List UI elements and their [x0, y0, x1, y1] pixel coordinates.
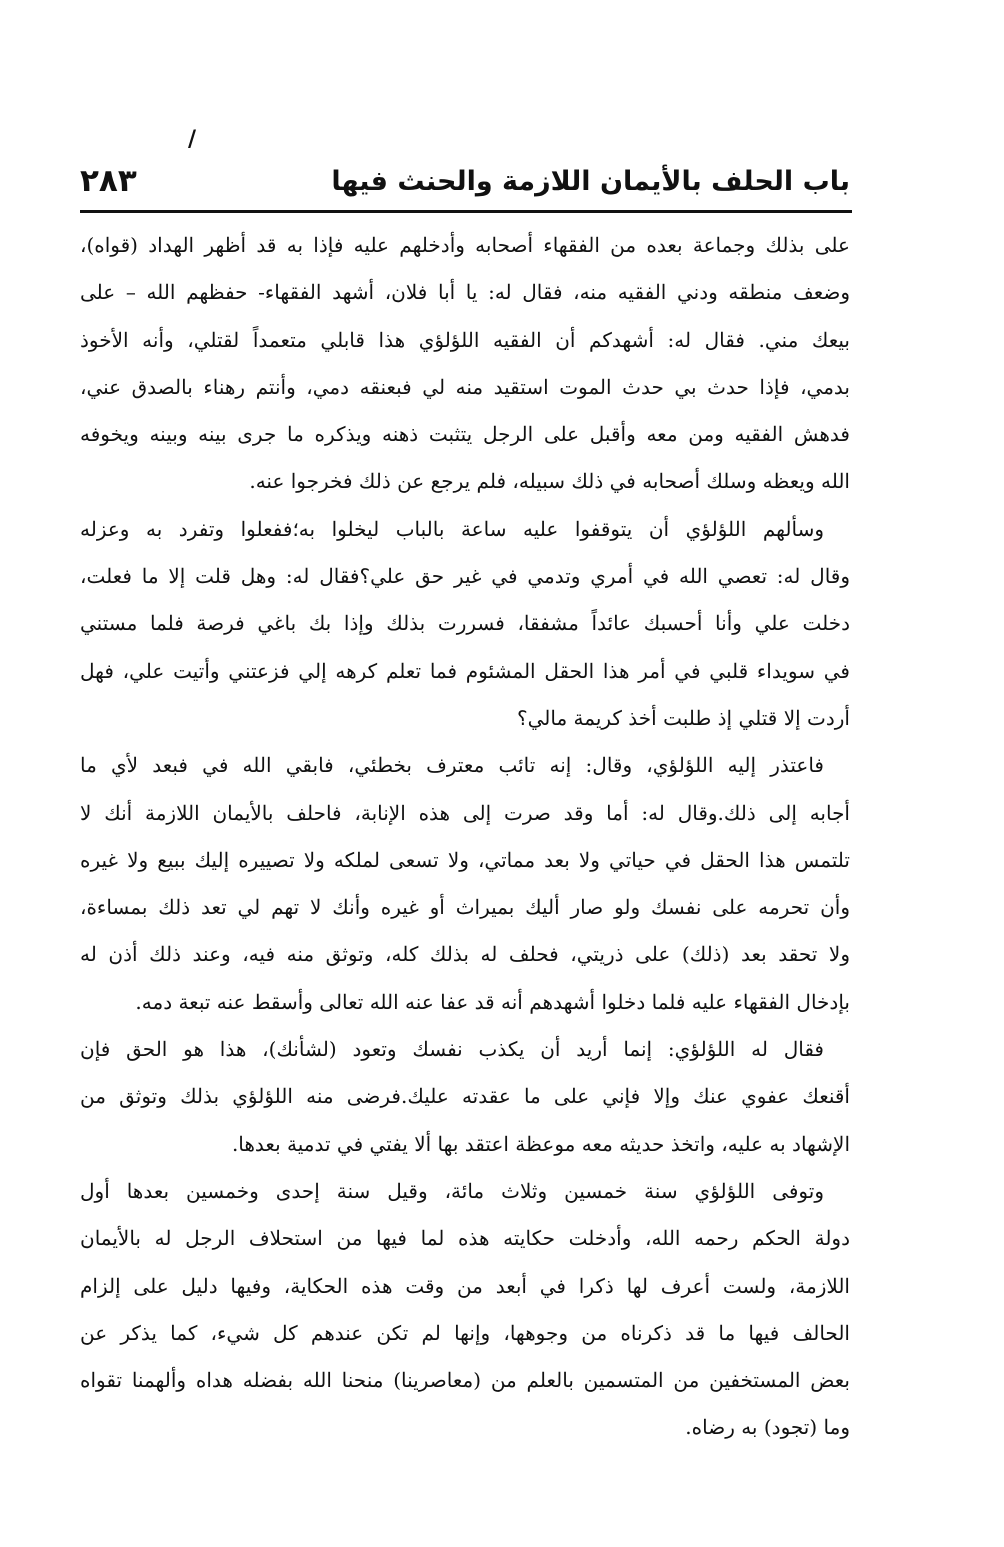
body-text	[80, 222, 850, 1452]
text-line: دولة الحكم رحمه الله، وأدخلت حكايته هذه لما فيها من استحلاف الرجل له بالأيمان	[80, 1226, 850, 1251]
text-line: وما (تجود) به رضاه.	[685, 1415, 850, 1440]
text-line: بيعك مني. فقال له: أشهدكم أن الفقيه اللؤلؤي هذا قابلي متعمداً لقتلي، وأنه الأخوذ	[80, 327, 850, 352]
text-line: بدمي، فإذا حدث بي حدث الموت استقيد منه لي فبعنقه دمي، وأنتم رهناء بالصدق عني،	[80, 374, 850, 399]
chapter-title: باب الحلف بالأيمان اللازمة والحنث فيها	[331, 166, 850, 197]
text-line: تلتمس هذا الحقل في حياتي ولا بعد مماتي، ولا تسعى لملكه ولا تصييره إليك ببيع ولا غيره	[80, 847, 850, 872]
text-line: الإشهاد به عليه، واتخذ حديثه معه موعظة اعتقد بها ألا يفتي في تدمية بعدها.	[231, 1131, 850, 1156]
text-line: وأن تحرمه على نفسك ولو صار أليك بميراث أو غيره وأنك لا تهم لي تعد ذلك بمساءة،	[80, 895, 850, 920]
text-line: بإدخال الفقهاء عليه فلما دخلوا أشهدهم أنه قد عفا عنه الله تعالى وأسقط عنه تبعة دمه.	[135, 989, 850, 1014]
page-number: ٢٨٣	[80, 163, 137, 199]
stray-ink-mark: /	[188, 126, 197, 152]
header-divider	[80, 210, 852, 213]
text-line: فاعتذر إليه اللؤلؤي، وقال: إنه تائب معترف بخطئي، فابقي الله في فبعد لأي ما	[80, 753, 824, 778]
text-line: فقال له اللؤلؤي: إنما أريد أن يكذب نفسك وتعود (لشأنك)، هذا هو الحق فإن	[80, 1037, 824, 1062]
text-line: الحالف فيها ما قد ذكرناه من وجوهها، وإنها لم تكن عندهم كل شيء، كما يذكر عن	[80, 1320, 850, 1345]
text-line: دخلت علي وأنا أحسبك عائداً مشفقا، فسررت بذلك وإذا بك باغي فرصة فلما مستني	[80, 611, 850, 636]
text-line: على بذلك وجماعة بعده من الفقهاء أصحابه وأدخلهم عليه فإذا به قد أظهر الهداد (قواه)،	[80, 233, 850, 257]
text-line: في سويداء قلبي في أمر هذا الحقل المشئوم فما تعلم كرهه إلي فزعتني وأتيت علي، فهل	[80, 658, 850, 683]
text-line: أردت إلا قتلي إذ طلبت أخذ كريمة مالي؟	[517, 705, 850, 730]
text-line: ولا تحقد بعد (ذلك) على ذريتي، فحلف له بذلك كله، وتوثق منه فيه، وعند ذلك أذن له	[80, 942, 850, 967]
text-line: أقنعك عفوي عنك وإلا فإني على ما عقدته عليك.فرضى منه اللؤلؤي بذلك وتوثق من	[80, 1084, 850, 1109]
text-line: وقال له: تعصي الله في أمري وتدمي في غير حق علي؟فقال له: وهل قلت إلا ما فعلت،	[80, 564, 850, 589]
text-line: اللازمة، ولست أعرف لها ذكرا في أبعد من وقت هذه الحكاية، وفيها دليل على إلزام	[80, 1273, 850, 1298]
text-line: وسألهم اللؤلؤي أن يتوقفوا عليه ساعة بالباب ليخلوا به؛ففعلوا وتفرد به وعزله	[80, 516, 824, 541]
running-header	[80, 160, 850, 210]
text-line: الله ويعظه وسلك أصحابه في ذلك سبيله، فلم يرجع عن ذلك فخرجوا عنه.	[249, 469, 850, 494]
text-line: وضعف منطقه ودني الفقيه منه، فقال له: يا أبا فلان، أشهد الفقهاء- حفظهم الله – على	[80, 280, 850, 305]
text-line: بعض المستخفين من المتسمين بالعلم من (معاصرينا) منحنا الله بفضله هداه وألهمنا تقواه	[80, 1368, 850, 1393]
text-line: فدهش الفقيه ومن معه وأقبل على الرجل يتثبت ذهنه ويذكره ما جرى بينه وبينه ويخوفه	[80, 422, 850, 447]
text-line: وتوفى اللؤلؤي سنة خمسين وثلاث مائة، وقيل سنة إحدى وخمسين بعدها أول	[80, 1178, 824, 1203]
text-line: أجابه إلى ذلك.وقال له: أما وقد صرت إلى هذه الإنابة، فاحلف بالأيمان اللازمة أنك لا	[80, 800, 850, 825]
